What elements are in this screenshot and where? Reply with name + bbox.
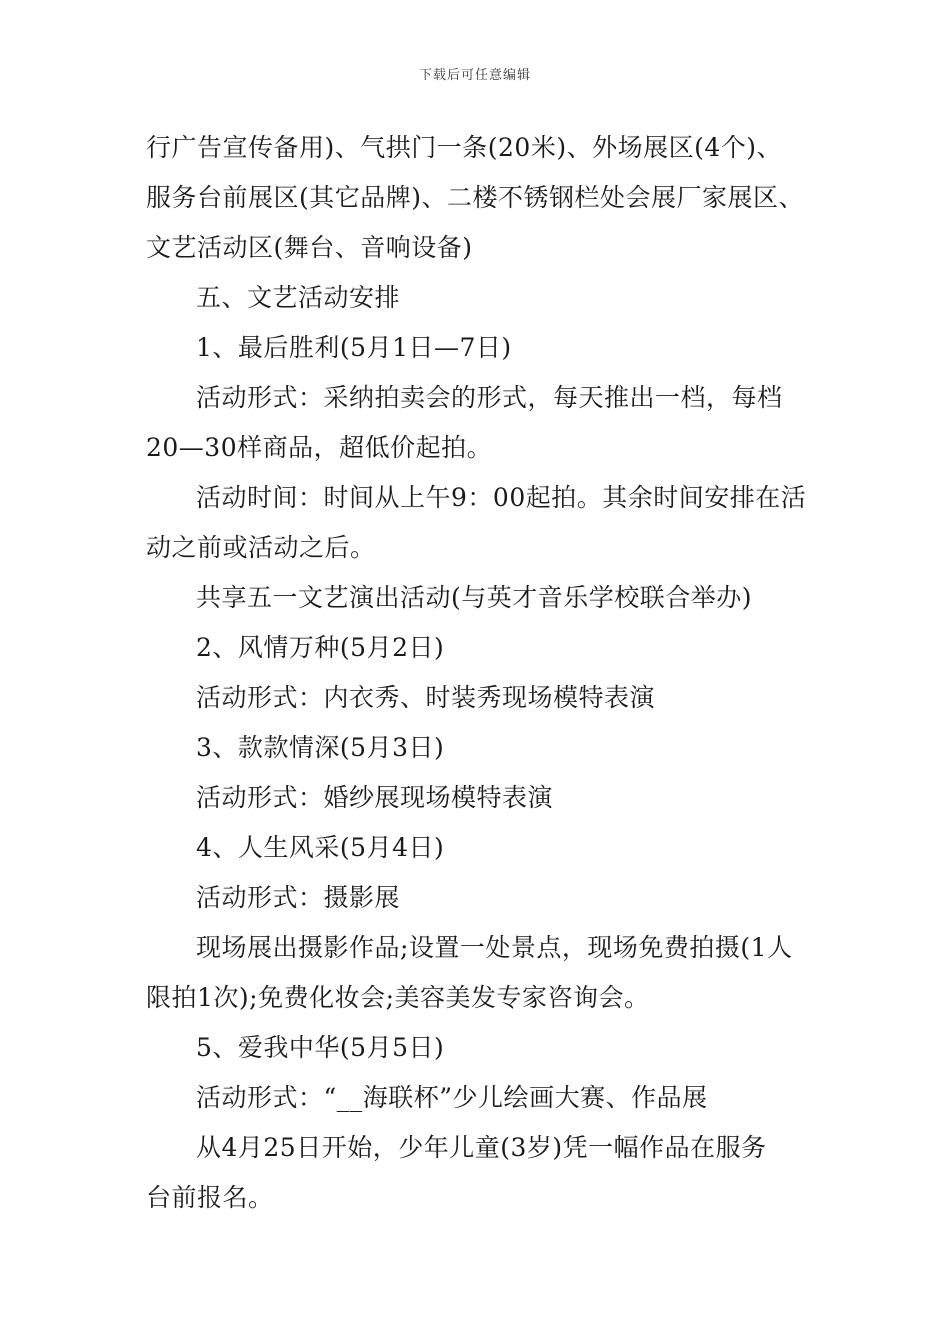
activity-title: 2、风情万种(5月2日) (196, 633, 445, 662)
text-line: 服务台前展区(其它品牌)、二楼不锈钢栏处会展厂家展区、 (146, 183, 805, 212)
text-line: 共享五一文艺演出活动(与英才音乐学校联合举办) (196, 583, 753, 612)
text-line: 文艺活动区(舞台、音响设备) (146, 233, 473, 262)
activity-title: 3、款款情深(5月3日) (196, 733, 445, 762)
activity-title: 1、最后胜利(5月1日—7日) (196, 333, 512, 362)
activity-title: 4、人生风采(5月4日) (196, 833, 445, 862)
document-body (146, 123, 826, 1223)
text-line: 动之前或活动之后。 (146, 533, 376, 562)
text-line: 行广告宣传备用)、气拱门一条(20米)、外场展区(4个)、 (146, 133, 782, 162)
activity-title: 5、爱我中华(5月5日) (196, 1033, 445, 1062)
text-line: 现场展出摄影作品;设置一处景点，现场免费拍摄(1人 (196, 933, 793, 962)
text-line: 活动时间：时间从上午9：00起拍。其余时间安排在活 (196, 483, 807, 512)
text-line: 活动形式：婚纱展现场模特表演 (196, 783, 554, 812)
text-line: 活动形式：摄影展 (196, 883, 401, 912)
text-line: 台前报名。 (146, 1183, 274, 1212)
page-header: 下载后可任意编辑 (418, 68, 531, 83)
text-line: 从4月25日开始，少年儿童(3岁)凭一幅作品在服务 (196, 1133, 767, 1162)
text-line: 活动形式：采纳拍卖会的形式，每天推出一档，每档 (196, 383, 783, 412)
text-line: 活动形式：“__海联杯”少儿绘画大赛、作品展 (196, 1083, 708, 1112)
text-line: 20—30样商品，超低价起拍。 (146, 433, 493, 462)
text-line: 限拍1次);免费化妆会;美容美发专家咨询会。 (146, 983, 650, 1012)
text-line: 活动形式：内衣秀、时装秀现场模特表演 (196, 683, 656, 712)
section-heading: 五、文艺活动安排 (196, 283, 401, 312)
